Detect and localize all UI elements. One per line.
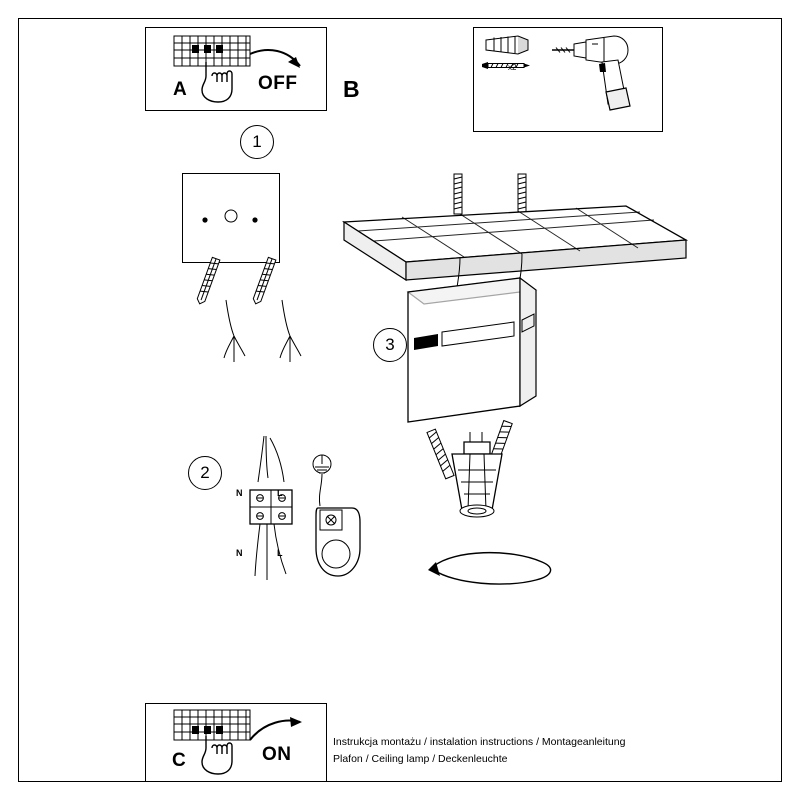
wall-plug-right [252, 257, 276, 305]
drill-icon [552, 36, 630, 110]
terminal-label-l-top: L [277, 488, 283, 498]
screw-icon [482, 62, 530, 69]
ceiling-screws [454, 174, 526, 214]
wall-plug-left [196, 257, 220, 305]
terminal-label-n-bottom: N [236, 548, 243, 558]
ceiling-lamp-assembly-drawing [330, 170, 730, 610]
screw-quantity-label: x2 [508, 63, 517, 72]
label-b: B [343, 76, 360, 102]
footer-line-2: Plafon / Ceiling lamp / Deckenleuchte [333, 753, 508, 765]
label-on: ON [262, 744, 292, 765]
ground-symbol-icon [313, 455, 331, 473]
terminal-label-l-bottom: L [277, 548, 283, 558]
plug-and-wires-drawing [182, 240, 342, 400]
label-a: A [173, 79, 187, 100]
lamp-cube [408, 278, 536, 422]
footer-instructions [333, 734, 733, 768]
step-2-marker: 2 [188, 456, 222, 490]
drill-and-plugs-group [474, 28, 662, 131]
wall-plug-icon [486, 36, 528, 54]
label-c: C [172, 750, 186, 771]
step-1-marker: 1 [240, 125, 274, 159]
footer-line-1: Instrukcja montażu / instalation instructions / Montageanleitung [333, 736, 626, 748]
terminal-label-n-top: N [236, 488, 243, 498]
ceiling-slab [344, 206, 686, 280]
panel-b-box [473, 27, 663, 132]
step-3-marker: 3 [373, 328, 407, 362]
label-off: OFF [258, 73, 298, 94]
rotation-arrow-icon [428, 553, 551, 584]
